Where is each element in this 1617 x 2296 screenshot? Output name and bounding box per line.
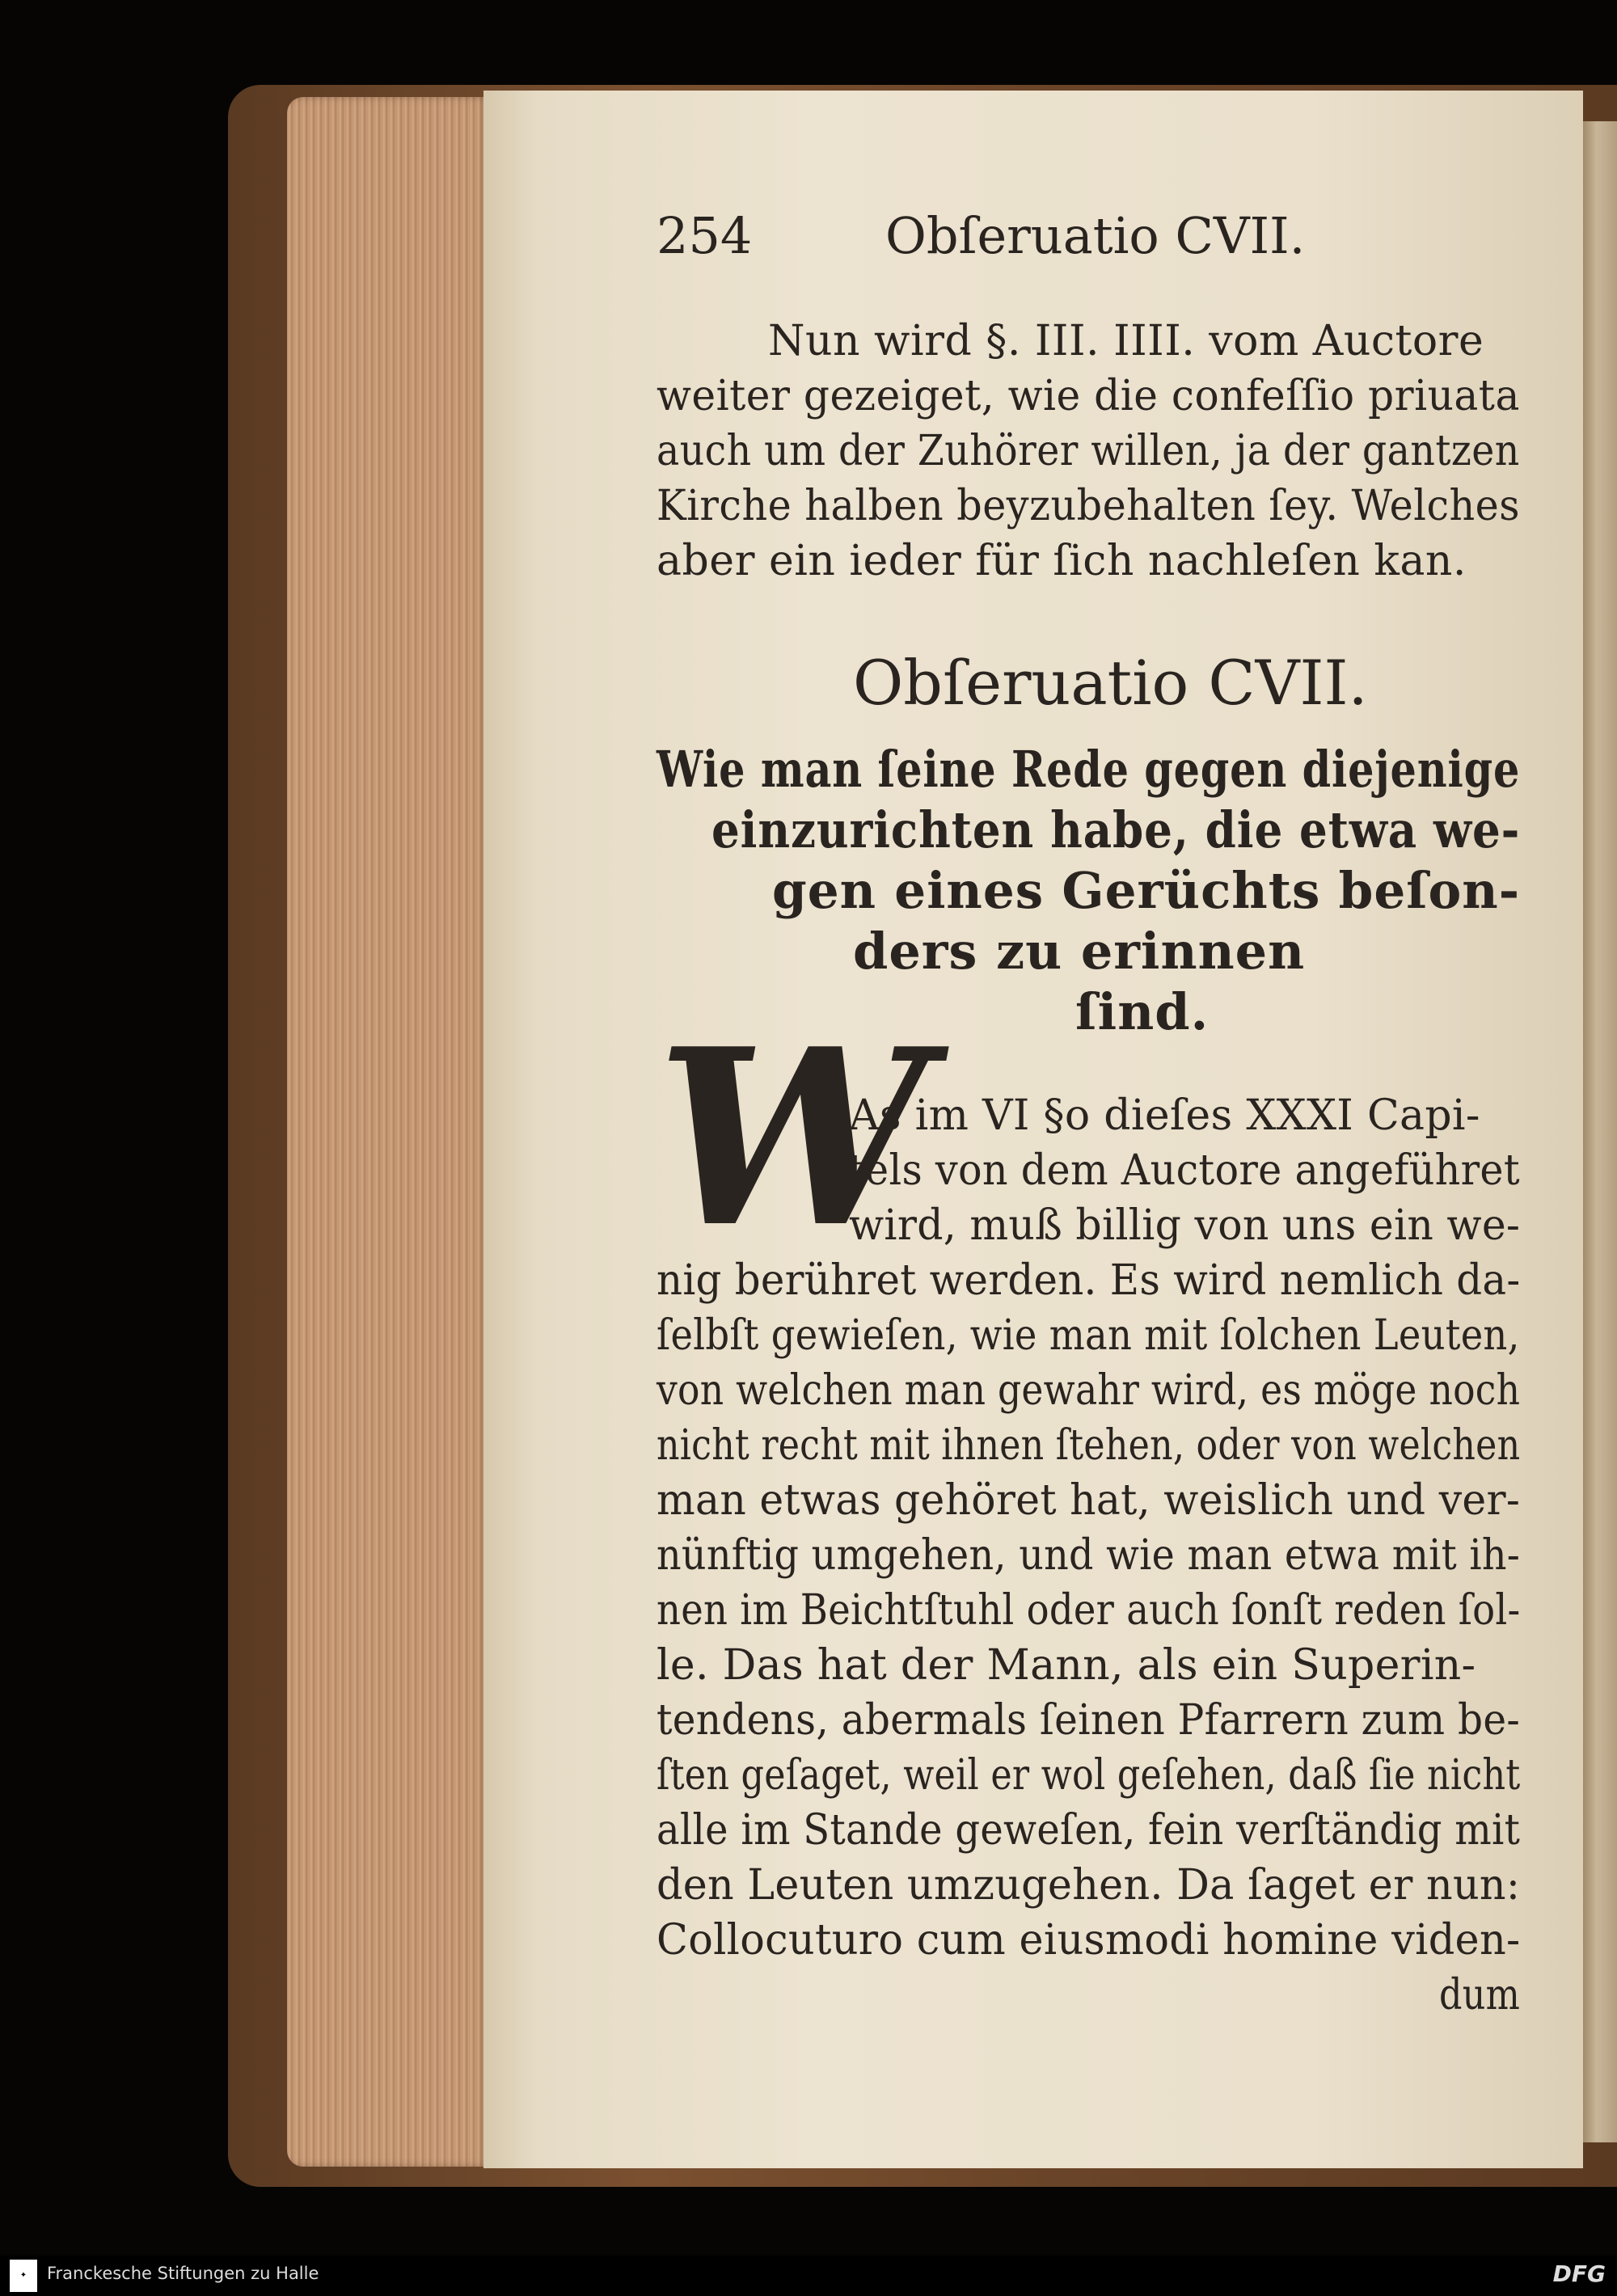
title-line: ders zu erinnen (853, 922, 1306, 981)
title-line: Wie man ſeine Rede gegen diejenige (657, 740, 1521, 799)
body-line: nig berühret werden. Es wird nemlich da- (657, 1256, 1521, 1305)
intro-line: Nun wird §. III. IIII. vom Auctore (768, 317, 1484, 365)
intro-line: Kirche halben beyzubehalten ſey. Welches (657, 482, 1520, 530)
running-head-title: Obſeruatio CVII. (885, 206, 1306, 265)
catchword: dum (1439, 1971, 1521, 2020)
intro-line: weiter gezeiget, wie die confeſſio priuata (657, 372, 1520, 420)
page-edges (287, 97, 489, 2167)
section-heading: Obſeruatio CVII. (853, 647, 1368, 719)
decorative-initial: W (657, 995, 929, 1281)
page-number: 254 (657, 206, 753, 265)
body-line: nen im Beichtſtuhl oder auch ſonſt reden ſol- (657, 1586, 1521, 1635)
body-line: alle im Stande geweſen, fein verſtändig mit (657, 1806, 1521, 1855)
facing-page-edge (1583, 121, 1617, 2142)
title-line: gen eines Gerüchts beſon- (772, 861, 1521, 920)
footer-institution: Franckesche Stiftungen zu Halle (47, 2264, 319, 2283)
body-line: wird, muß billig von uns ein we- (849, 1201, 1521, 1250)
intro-line: aber ein ieder für ſich nachleſen kan. (657, 537, 1467, 585)
body-line: von welchen man gewahr wird, es möge noch (657, 1366, 1521, 1415)
institution-logo-icon: ✦ (10, 2260, 37, 2292)
body-line: tels von dem Auctore angeführet (849, 1146, 1520, 1195)
body-line: man etwas gehöret hat, weislich und ver- (657, 1476, 1521, 1525)
body-line: ſelbſt gewieſen, wie man mit ſolchen Leuten, (657, 1311, 1520, 1360)
body-line: nicht recht mit ihnen ſtehen, oder von welchen (657, 1421, 1521, 1470)
body-line: nünftig umgehen, und wie man etwa mit ih- (657, 1531, 1521, 1580)
body-line: tendens, abermals ſeinen Pfarrern zum be- (657, 1696, 1521, 1745)
title-line: ſind. (1075, 982, 1210, 1041)
body-line: le. Das hat der Mann, als ein Superin- (657, 1641, 1476, 1690)
body-line: As im VI §o dieſes XXXI Capi- (849, 1091, 1480, 1140)
body-line: den Leuten umzugehen. Da ſaget er nun: (657, 1861, 1521, 1910)
body-line: ſten geſaget, weil er wol geſehen, daß ſie nicht (657, 1751, 1521, 1800)
intro-line: auch um der Zuhörer willen, ja der gantzen (657, 427, 1520, 475)
body-line: Collocuturo cum eiusmodi homine viden- (657, 1916, 1521, 1965)
footer-dfg-logo: DFG (1552, 2260, 1606, 2287)
title-line: einzurichten habe, die etwa we- (711, 800, 1521, 859)
